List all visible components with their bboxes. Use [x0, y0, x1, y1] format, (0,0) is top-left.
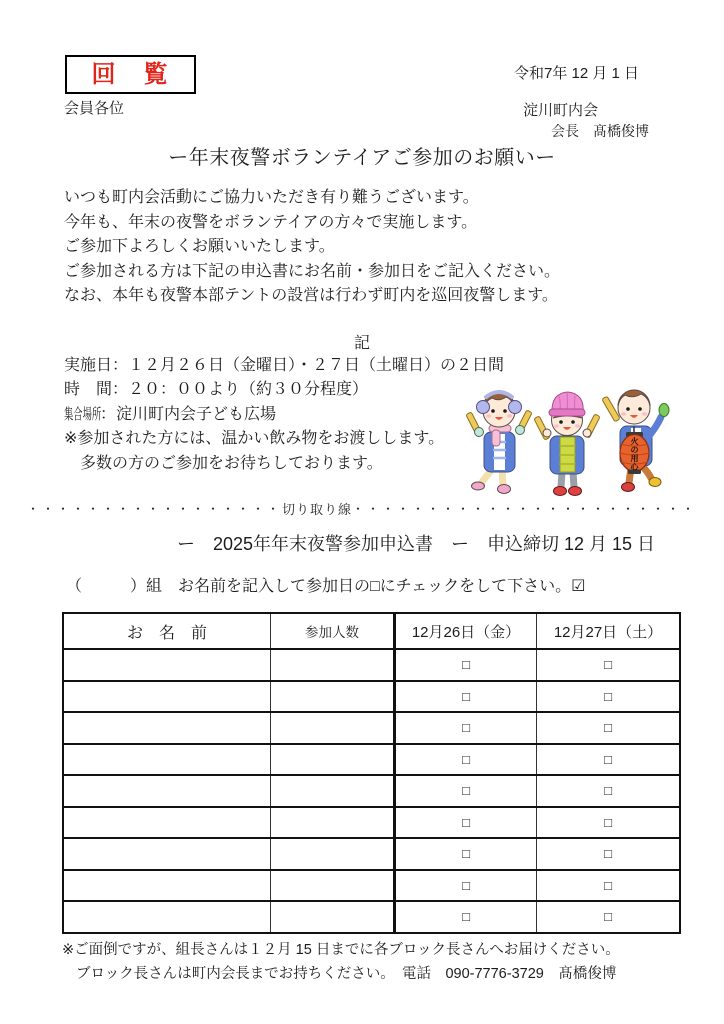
name-input-cell[interactable] [63, 744, 271, 776]
name-input-cell[interactable] [63, 775, 271, 807]
cut-line [0, 499, 724, 518]
count-input-cell[interactable] [271, 838, 395, 870]
count-input-cell[interactable] [271, 775, 395, 807]
count-input-cell[interactable] [271, 901, 395, 933]
body-line: ご参加下よろしくお願いいたします。 [64, 238, 335, 255]
count-input-cell[interactable] [271, 870, 395, 902]
count-input-cell[interactable] [271, 649, 395, 681]
name-input-cell[interactable] [63, 807, 271, 839]
body-line: ご参加される方は下記の申込書にお名前・参加日をご記入ください。 [64, 262, 561, 280]
group-instruction-line: （ ）組 お名前を記入して参加日の□にチェックをして下さい。☑ [66, 578, 586, 595]
dec27-checkbox[interactable]: □ [537, 744, 681, 776]
header-name: お 名 前 [63, 613, 271, 649]
cut-line-dots-right: ・・・・・・・・・・・・・・・・・・・・・・・ [352, 502, 698, 516]
chairman-name: 会長 髙橋俊博 [551, 123, 649, 139]
dec26-checkbox[interactable]: □ [395, 712, 537, 744]
body-paragraph [64, 186, 664, 309]
table-row [63, 775, 680, 807]
middle-child-figure [534, 392, 600, 496]
table-row [63, 870, 680, 902]
signup-table [62, 612, 681, 934]
table-row [63, 649, 680, 681]
cut-line-label: 切り取り線 [281, 502, 352, 517]
name-input-cell[interactable] [63, 901, 271, 933]
dec26-checkbox[interactable]: □ [395, 681, 537, 713]
dec27-checkbox[interactable]: □ [537, 775, 681, 807]
table-row [63, 901, 680, 933]
dec27-checkbox[interactable]: □ [537, 901, 681, 933]
signup-table-header-row [63, 613, 680, 649]
name-input-cell[interactable] [63, 712, 271, 744]
cut-line-dots-left: ・・・・・・・・・・・・・・・・・ [26, 502, 282, 516]
dec26-checkbox[interactable]: □ [395, 744, 537, 776]
name-input-cell[interactable] [63, 870, 271, 902]
footnote-contact: ブロック長さんは町内会長までお持ちください。 電話 090-7776-3729 髙橋俊博 [76, 966, 617, 982]
dec27-checkbox[interactable]: □ [537, 649, 681, 681]
body-line: なお、本年も夜警本部テントの設営は行わず町内を巡回夜警します。 [64, 287, 558, 304]
count-input-cell[interactable] [271, 712, 395, 744]
count-input-cell[interactable] [271, 744, 395, 776]
dec27-checkbox[interactable]: □ [537, 807, 681, 839]
name-input-cell[interactable] [63, 838, 271, 870]
header-dec27: 12月27日（土） [537, 613, 681, 649]
footnote-deadline: ※ご面倒ですが、組長さんは１２月 15 日までに各ブロック長さんへお届けください。 [62, 942, 620, 958]
event-date-line: 実施日：１２月２６日（金曜日）・２７日（土曜日）の２日間 [64, 357, 505, 374]
kairan-stamp-label: 回 覧 [91, 60, 170, 88]
dec26-checkbox[interactable]: □ [395, 838, 537, 870]
body-line: 今年も、年末の夜警をボランテイアの方々で実施します。 [64, 213, 478, 231]
table-row [63, 807, 680, 839]
event-note-drinks: ※参加された方には、温かい飲み物をお渡しします。 [64, 430, 445, 448]
dec26-checkbox[interactable]: □ [395, 649, 537, 681]
dec26-checkbox[interactable]: □ [395, 901, 537, 933]
table-row [63, 744, 680, 776]
dec26-checkbox[interactable]: □ [395, 807, 537, 839]
lantern-char: 心 [630, 462, 639, 472]
table-row [63, 838, 680, 870]
lantern-char: 用 [630, 454, 639, 463]
event-note-welcome: 多数の方のご参加をお待ちしております。 [80, 454, 383, 472]
issue-date: 令和7年 12 月 1 日 [514, 65, 640, 82]
dec26-checkbox[interactable]: □ [395, 775, 537, 807]
count-input-cell[interactable] [271, 807, 395, 839]
organization-name: 淀川町内会 [523, 102, 599, 119]
dec27-checkbox[interactable]: □ [537, 870, 681, 902]
dec27-checkbox[interactable]: □ [537, 712, 681, 744]
header-dec26: 12月26日（金） [395, 613, 537, 649]
body-line: いつも町内会活動にご協力いただき有り難うございます。 [64, 189, 479, 206]
name-input-cell[interactable] [63, 649, 271, 681]
dec27-checkbox[interactable]: □ [537, 681, 681, 713]
details-heading: 記 [353, 335, 370, 352]
document-title: ー年末夜警ボランテイアご参加のお願いー [168, 147, 556, 169]
lantern-char: 火 [630, 437, 639, 446]
application-form-title: ー 2025年年末夜警参加申込書 ー 申込締切 12 月 15 日 [176, 534, 656, 554]
dec26-checkbox[interactable]: □ [395, 870, 537, 902]
girl-figure [466, 392, 532, 494]
boy-figure [602, 390, 669, 492]
event-place-label: 集合場所 [64, 405, 102, 423]
count-input-cell[interactable] [271, 681, 395, 713]
header-participant-count: 参加人数 [271, 613, 395, 649]
table-row [63, 681, 680, 713]
name-input-cell[interactable] [63, 681, 271, 713]
addressee: 会員各位 [64, 100, 125, 117]
kairan-stamp-box [65, 55, 196, 94]
night-patrol-children-illustration [463, 376, 677, 504]
knit-hat-icon [549, 392, 585, 416]
event-place-value: ：淀川町内会子ども広場 [100, 405, 277, 423]
event-time-line: 時 間：２０：００より（約３０分程度） [64, 381, 369, 399]
dec27-checkbox[interactable]: □ [537, 838, 681, 870]
table-row [63, 712, 680, 744]
lantern-char: の [630, 445, 639, 455]
